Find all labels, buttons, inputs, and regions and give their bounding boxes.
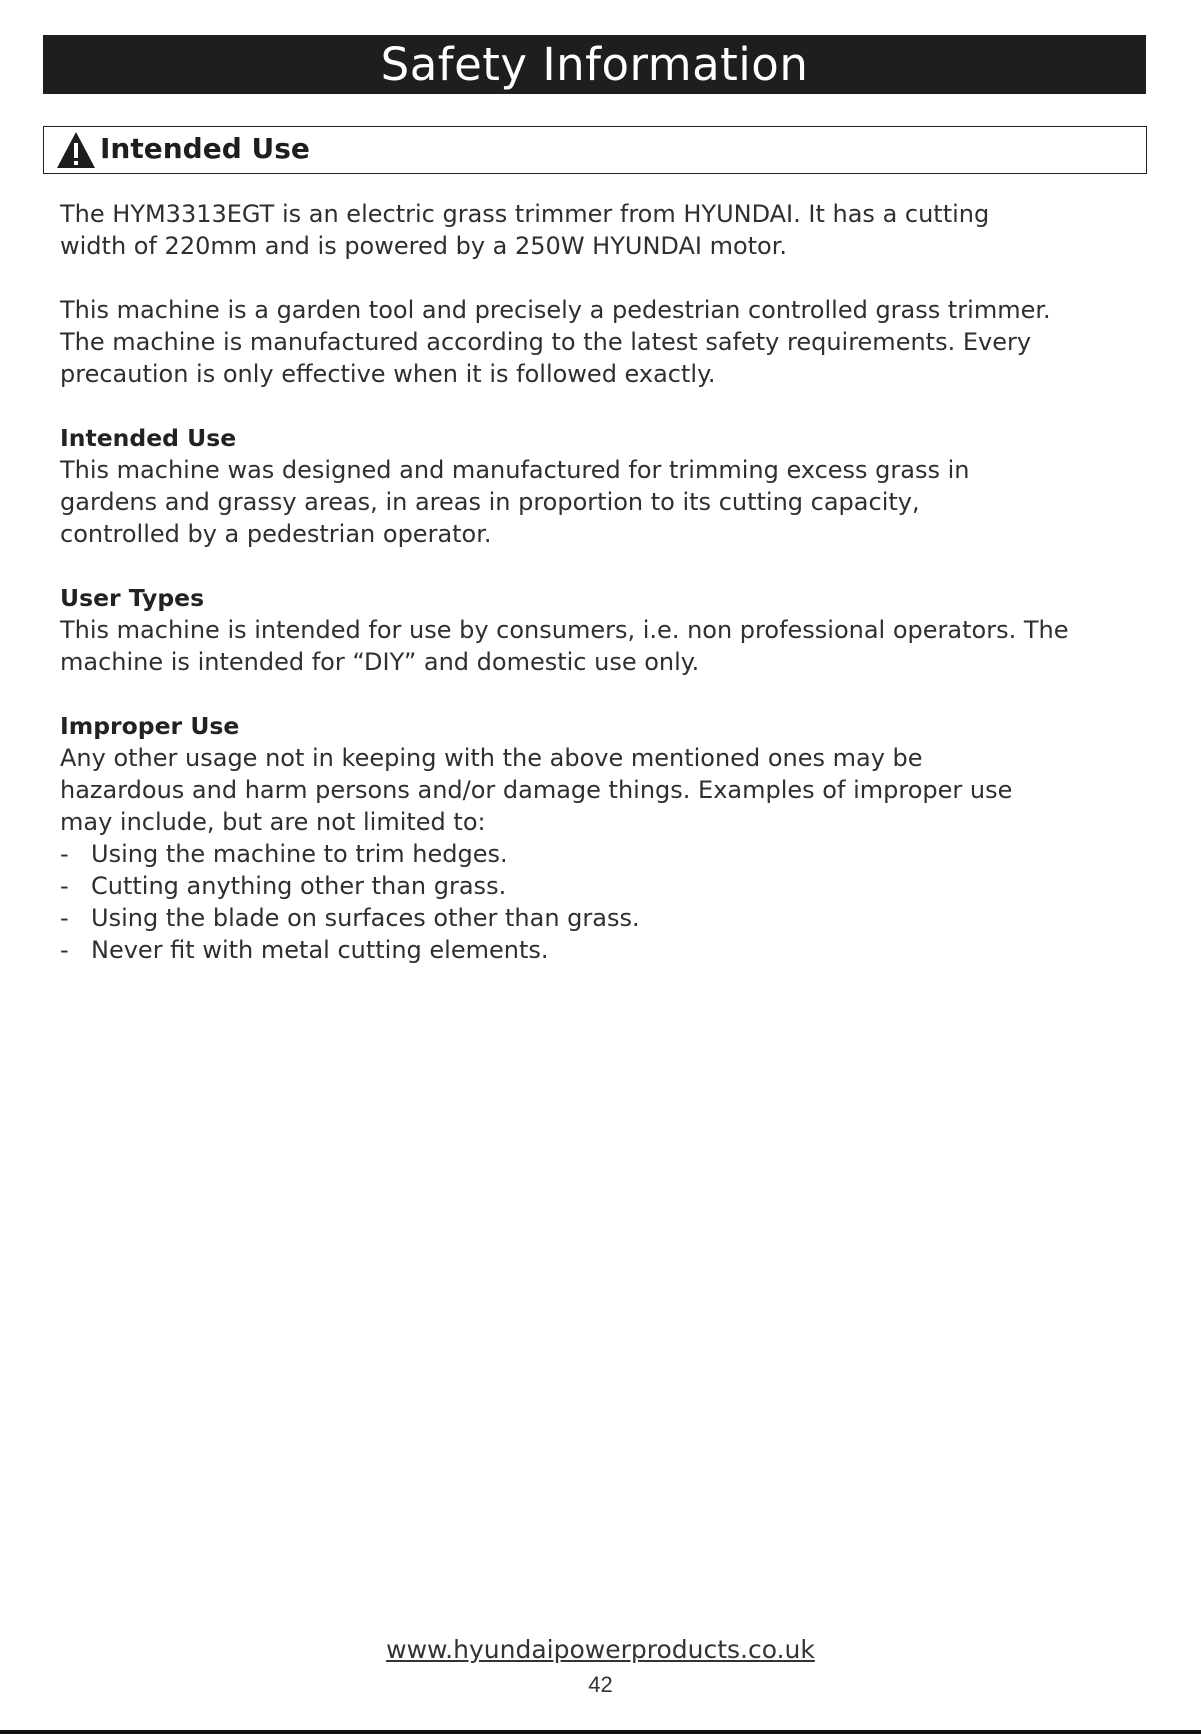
improper-use-heading: Improper Use — [60, 712, 240, 740]
intended-use-heading: Intended Use — [60, 424, 237, 452]
description-paragraph — [60, 294, 1120, 390]
section-title-box — [43, 126, 1147, 174]
description-line: This machine is a garden tool and precisely a pedestrian controlled grass trimmer. — [60, 296, 1051, 324]
list-item — [60, 934, 1120, 966]
intended-use-line: This machine was designed and manufactured for trimming excess grass in — [60, 456, 970, 484]
user-types-heading: User Types — [60, 584, 205, 612]
intended-use-section — [60, 422, 1120, 550]
intended-use-line: gardens and grassy areas, in areas in proportion to its cutting capacity, — [60, 488, 920, 516]
bottom-divider — [0, 1730, 1201, 1734]
list-item-text: Cutting anything other than grass. — [91, 872, 507, 900]
list-item-text: Using the machine to trim hedges. — [91, 840, 508, 868]
description-line: The machine is manufactured according to the latest safety requirements. Every — [60, 328, 1032, 356]
user-types-line: This machine is intended for use by consumers, i.e. non professional operators. The — [60, 616, 1069, 644]
description-line: precaution is only effective when it is followed exactly. — [60, 360, 716, 388]
page-number: 42 — [588, 1672, 613, 1697]
improper-use-section — [60, 710, 1120, 966]
bullet-marker: - — [60, 904, 69, 932]
page-header — [43, 35, 1146, 94]
intended-use-line: controlled by a pedestrian operator. — [60, 520, 492, 548]
list-item — [60, 870, 1120, 902]
warning-triangle-icon — [55, 130, 97, 170]
user-types-line: machine is intended for “DIY” and domestic use only. — [60, 648, 700, 676]
document-body — [60, 198, 1120, 966]
list-item — [60, 902, 1120, 934]
section-title: Intended Use — [100, 131, 310, 165]
list-item-text: Never fit with metal cutting elements. — [91, 936, 549, 964]
bullet-marker: - — [60, 872, 69, 900]
footer-website-link[interactable]: www.hyundaipowerproducts.co.uk — [386, 1635, 815, 1664]
page-title: Safety Information — [380, 38, 809, 91]
improper-use-line: may include, but are not limited to: — [60, 808, 486, 836]
intro-line: The HYM3313EGT is an electric grass trimmer from HYUNDAI. It has a cutting — [60, 200, 990, 228]
list-item-text: Using the blade on surfaces other than grass. — [91, 904, 640, 932]
improper-use-line: Any other usage not in keeping with the above mentioned ones may be — [60, 744, 923, 772]
intro-paragraph — [60, 198, 1120, 262]
bullet-marker: - — [60, 840, 69, 868]
bullet-marker: - — [60, 936, 69, 964]
improper-use-line: hazardous and harm persons and/or damage things. Examples of improper use — [60, 776, 1013, 804]
intro-line: width of 220mm and is powered by a 250W HYUNDAI motor. — [60, 232, 788, 260]
list-item — [60, 838, 1120, 870]
user-types-section — [60, 582, 1120, 678]
